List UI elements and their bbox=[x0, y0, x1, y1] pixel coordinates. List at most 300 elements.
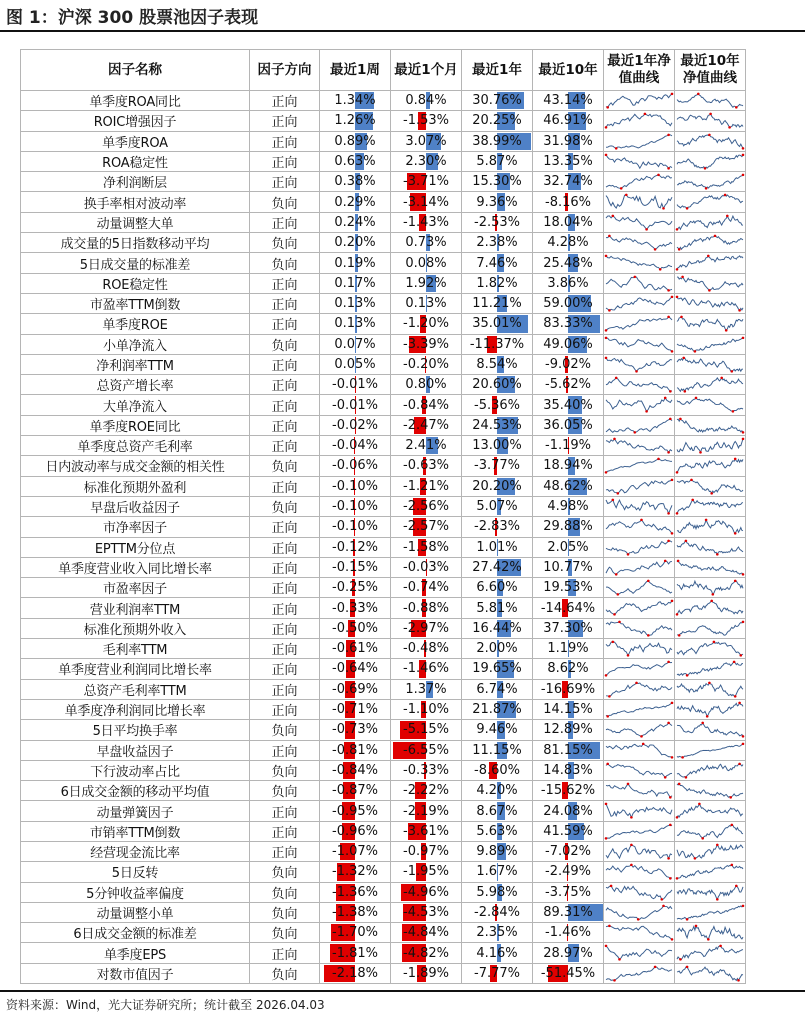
sparkline-chart bbox=[675, 152, 745, 171]
cell-last-year bbox=[462, 273, 533, 293]
sparkline-extreme-marker bbox=[712, 593, 715, 596]
cell-last-10-years bbox=[533, 902, 604, 922]
cell-last-month bbox=[391, 862, 462, 882]
cell-last-month bbox=[391, 821, 462, 841]
table-row bbox=[21, 882, 746, 902]
sparkline-chart bbox=[604, 903, 674, 922]
value-label: 0.38% bbox=[334, 174, 376, 190]
sparkline-chart bbox=[604, 538, 674, 557]
sparkline-chart bbox=[675, 172, 745, 191]
cell-last-year bbox=[462, 821, 533, 841]
sparkline-chart bbox=[604, 700, 674, 719]
value-label: 0.73% bbox=[405, 235, 447, 251]
sparkline-path bbox=[606, 175, 672, 189]
sparkline-extreme-marker bbox=[630, 864, 633, 867]
value-label: 49.06% bbox=[543, 336, 593, 352]
factor-name: 市盈率因子 bbox=[21, 578, 250, 598]
cell-last-month bbox=[391, 801, 462, 821]
cell-last-year bbox=[462, 456, 533, 476]
value-label: -0.64% bbox=[332, 661, 378, 677]
cell-last-month bbox=[391, 192, 462, 212]
value-label: 3.07% bbox=[405, 133, 447, 149]
table-row bbox=[21, 91, 746, 111]
sparkline-extreme-marker bbox=[676, 877, 679, 880]
value-label: 2.30% bbox=[405, 154, 447, 170]
cell-last-10-years bbox=[533, 639, 604, 659]
cell-last-week bbox=[320, 699, 391, 719]
sparkline-extreme-marker bbox=[605, 803, 608, 806]
sparkline-extreme-marker bbox=[605, 255, 608, 258]
sparkline-extreme-marker bbox=[719, 945, 722, 948]
nav-1y-sparkline bbox=[604, 111, 675, 131]
nav-1y-sparkline bbox=[604, 679, 675, 699]
cell-last-year bbox=[462, 91, 533, 111]
value-label: -0.81% bbox=[332, 742, 378, 758]
cell-last-month bbox=[391, 943, 462, 963]
value-label: 8.54% bbox=[476, 357, 518, 372]
table-row bbox=[21, 436, 746, 456]
factor-direction: 负向 bbox=[250, 923, 320, 943]
cell-last-year bbox=[462, 192, 533, 212]
nav-1y-sparkline bbox=[604, 557, 675, 577]
sparkline-extreme-marker bbox=[708, 681, 711, 684]
table-row bbox=[21, 760, 746, 780]
cell-last-year bbox=[462, 740, 533, 760]
value-label: -0.02% bbox=[332, 417, 378, 433]
sparkline-path bbox=[606, 885, 672, 899]
nav-10y-sparkline bbox=[675, 91, 746, 111]
sparkline-extreme-marker bbox=[728, 126, 731, 129]
cell-last-10-years bbox=[533, 172, 604, 192]
table-row bbox=[21, 233, 746, 253]
cell-last-week bbox=[320, 598, 391, 618]
cell-last-year bbox=[462, 659, 533, 679]
value-label: 12.89% bbox=[543, 722, 593, 738]
nav-10y-sparkline bbox=[675, 131, 746, 151]
factor-name: 总资产增长率 bbox=[21, 375, 250, 395]
value-label: 0.63% bbox=[334, 154, 376, 170]
table-row bbox=[21, 273, 746, 293]
value-label: -11.37% bbox=[469, 336, 525, 352]
value-label: 81.15% bbox=[543, 742, 593, 758]
nav-10y-sparkline bbox=[675, 821, 746, 841]
sparkline-extreme-marker bbox=[742, 431, 745, 434]
sparkline-chart bbox=[604, 477, 674, 496]
header-nav-1y: 最近1年净值曲线 bbox=[604, 50, 675, 91]
sparkline-path bbox=[606, 642, 672, 656]
value-label: 27.42% bbox=[472, 559, 522, 575]
sparkline-extreme-marker bbox=[671, 756, 674, 759]
factor-name: 5日反转 bbox=[21, 862, 250, 882]
sparkline-path bbox=[606, 500, 672, 514]
value-label: 0.13% bbox=[334, 316, 376, 332]
sparkline-chart bbox=[604, 619, 674, 638]
sparkline-path bbox=[677, 885, 743, 899]
cell-last-10-years bbox=[533, 314, 604, 334]
cell-last-10-years bbox=[533, 233, 604, 253]
sparkline-extreme-marker bbox=[742, 438, 745, 441]
sparkline-path bbox=[677, 703, 743, 717]
nav-10y-sparkline bbox=[675, 172, 746, 192]
factor-direction: 负向 bbox=[250, 720, 320, 740]
nav-1y-sparkline bbox=[604, 902, 675, 922]
sparkline-extreme-marker bbox=[662, 905, 665, 908]
cell-last-week bbox=[320, 334, 391, 354]
value-label: 59.00% bbox=[543, 296, 593, 312]
value-label: -0.63% bbox=[403, 458, 449, 474]
cell-last-week bbox=[320, 801, 391, 821]
table-row bbox=[21, 131, 746, 151]
cell-last-year bbox=[462, 172, 533, 192]
sparkline-chart bbox=[604, 152, 674, 171]
value-label: 0.13% bbox=[405, 296, 447, 312]
sparkline-path bbox=[606, 459, 672, 473]
sparkline-extreme-marker bbox=[667, 289, 670, 292]
factor-direction: 正向 bbox=[250, 841, 320, 861]
sparkline-chart bbox=[604, 822, 674, 841]
cell-last-year bbox=[462, 699, 533, 719]
factor-direction: 负向 bbox=[250, 334, 320, 354]
cell-last-year bbox=[462, 395, 533, 415]
sparkline-extreme-marker bbox=[695, 397, 698, 400]
value-label: -1.95% bbox=[403, 864, 449, 880]
value-label: 8.62% bbox=[547, 661, 589, 677]
cell-last-10-years bbox=[533, 375, 604, 395]
cell-last-month bbox=[391, 91, 462, 111]
nav-10y-sparkline bbox=[675, 375, 746, 395]
nav-10y-sparkline bbox=[675, 253, 746, 273]
cell-last-10-years bbox=[533, 618, 604, 638]
sparkline-path bbox=[606, 134, 672, 148]
cell-last-year bbox=[462, 314, 533, 334]
sparkline-chart bbox=[675, 477, 745, 496]
value-label: -2.19% bbox=[403, 803, 449, 819]
cell-last-year bbox=[462, 131, 533, 151]
sparkline-extreme-marker bbox=[694, 857, 697, 860]
sparkline-extreme-marker bbox=[640, 519, 643, 522]
cell-last-month bbox=[391, 679, 462, 699]
nav-10y-sparkline bbox=[675, 720, 746, 740]
sparkline-extreme-marker bbox=[669, 877, 672, 880]
source-note: 资料来源：Wind，光大证券研究所；统计截至 2026.04.03 bbox=[6, 998, 325, 1012]
cell-last-week bbox=[320, 760, 391, 780]
cell-last-week bbox=[320, 963, 391, 983]
sparkline-extreme-marker bbox=[679, 417, 682, 420]
cell-last-10-years bbox=[533, 334, 604, 354]
value-label: -1.70% bbox=[332, 925, 378, 941]
sparkline-extreme-marker bbox=[671, 478, 674, 481]
sparkline-path bbox=[677, 926, 743, 940]
factor-name: 毛利率TTM bbox=[21, 639, 250, 659]
sparkline-extreme-marker bbox=[742, 620, 745, 623]
cell-last-10-years bbox=[533, 882, 604, 902]
table-row bbox=[21, 781, 746, 801]
value-label: -3.14% bbox=[403, 194, 449, 210]
sparkline-extreme-marker bbox=[610, 884, 613, 887]
sparkline-extreme-marker bbox=[734, 458, 737, 461]
factor-direction: 正向 bbox=[250, 415, 320, 435]
value-label: 13.35% bbox=[543, 154, 593, 170]
cell-last-10-years bbox=[533, 395, 604, 415]
cell-last-week bbox=[320, 111, 391, 131]
sparkline-path bbox=[677, 581, 743, 595]
sparkline-extreme-marker bbox=[742, 154, 745, 157]
nav-10y-sparkline bbox=[675, 496, 746, 516]
cell-last-year bbox=[462, 375, 533, 395]
factor-direction: 负向 bbox=[250, 192, 320, 212]
sparkline-extreme-marker bbox=[667, 451, 670, 454]
sparkline-extreme-marker bbox=[635, 370, 638, 373]
value-label: 1.67% bbox=[476, 864, 518, 880]
table-row bbox=[21, 456, 746, 476]
nav-1y-sparkline bbox=[604, 821, 675, 841]
sparkline-extreme-marker bbox=[647, 634, 650, 637]
cell-last-year bbox=[462, 760, 533, 780]
table-row bbox=[21, 598, 746, 618]
sparkline-extreme-marker bbox=[613, 979, 616, 982]
sparkline-extreme-marker bbox=[738, 309, 741, 312]
nav-1y-sparkline bbox=[604, 476, 675, 496]
sparkline-extreme-marker bbox=[686, 674, 689, 677]
value-label: -1.07% bbox=[332, 844, 378, 860]
sparkline-extreme-marker bbox=[617, 593, 620, 596]
sparkline-extreme-marker bbox=[695, 925, 698, 928]
table-row bbox=[21, 517, 746, 537]
sparkline-path bbox=[606, 480, 672, 494]
sparkline-path bbox=[606, 906, 672, 920]
cell-last-10-years bbox=[533, 801, 604, 821]
sparkline-path bbox=[606, 236, 672, 250]
sparkline-extreme-marker bbox=[701, 722, 704, 725]
factor-name: 5分钟收益率偏度 bbox=[21, 882, 250, 902]
cell-last-month bbox=[391, 273, 462, 293]
factor-name: 标准化预期外盈利 bbox=[21, 476, 250, 496]
cell-last-year bbox=[462, 496, 533, 516]
cell-last-week bbox=[320, 233, 391, 253]
nav-1y-sparkline bbox=[604, 740, 675, 760]
value-label: -2.49% bbox=[545, 864, 591, 880]
sparkline-path bbox=[606, 703, 672, 717]
table-row bbox=[21, 354, 746, 374]
factor-direction: 正向 bbox=[250, 476, 320, 496]
factor-direction: 正向 bbox=[250, 598, 320, 618]
nav-1y-sparkline bbox=[604, 862, 675, 882]
cell-last-year bbox=[462, 841, 533, 861]
factor-name: 单季度净利润同比增长率 bbox=[21, 699, 250, 719]
value-label: 25.48% bbox=[543, 255, 593, 271]
cell-last-week bbox=[320, 456, 391, 476]
nav-10y-sparkline bbox=[675, 841, 746, 861]
sparkline-extreme-marker bbox=[662, 208, 665, 211]
factor-direction: 正向 bbox=[250, 618, 320, 638]
sparkline-chart bbox=[675, 862, 745, 881]
nav-10y-sparkline bbox=[675, 862, 746, 882]
sparkline-path bbox=[677, 155, 743, 169]
sparkline-extreme-marker bbox=[676, 614, 679, 617]
cell-last-week bbox=[320, 841, 391, 861]
sparkline-path bbox=[677, 94, 743, 108]
factor-direction: 负向 bbox=[250, 496, 320, 516]
sparkline-chart bbox=[604, 517, 674, 536]
sparkline-path bbox=[677, 622, 743, 636]
nav-10y-sparkline bbox=[675, 578, 746, 598]
sparkline-extreme-marker bbox=[606, 106, 609, 109]
cell-last-week bbox=[320, 354, 391, 374]
sparkline-chart bbox=[675, 578, 745, 597]
sparkline-extreme-marker bbox=[645, 411, 648, 414]
value-label: -0.74% bbox=[403, 580, 449, 596]
table-body bbox=[21, 91, 746, 984]
table-row bbox=[21, 537, 746, 557]
value-label: 21.87% bbox=[472, 702, 522, 718]
value-label: 0.13% bbox=[334, 296, 376, 312]
cell-last-month bbox=[391, 456, 462, 476]
cell-last-10-years bbox=[533, 415, 604, 435]
sparkline-path bbox=[606, 195, 672, 209]
cell-last-10-years bbox=[533, 537, 604, 557]
factor-direction: 正向 bbox=[250, 395, 320, 415]
value-label: -2.57% bbox=[403, 519, 449, 535]
sparkline-chart bbox=[675, 436, 745, 455]
nav-10y-sparkline bbox=[675, 395, 746, 415]
sparkline-chart bbox=[604, 436, 674, 455]
value-label: -1.43% bbox=[403, 214, 449, 230]
sparkline-path bbox=[606, 256, 672, 270]
sparkline-extreme-marker bbox=[605, 336, 608, 339]
sparkline-extreme-marker bbox=[605, 945, 608, 948]
cell-last-month bbox=[391, 618, 462, 638]
factor-direction: 正向 bbox=[250, 314, 320, 334]
factor-name: 市销率TTM倒数 bbox=[21, 821, 250, 841]
sparkline-extreme-marker bbox=[608, 309, 611, 312]
sparkline-extreme-marker bbox=[612, 214, 615, 217]
sparkline-chart bbox=[675, 700, 745, 719]
cell-last-week bbox=[320, 496, 391, 516]
sparkline-extreme-marker bbox=[645, 228, 648, 231]
cell-last-week bbox=[320, 212, 391, 232]
value-label: 4.98% bbox=[547, 499, 589, 515]
sparkline-extreme-marker bbox=[608, 235, 611, 238]
table-row bbox=[21, 943, 746, 963]
table-row bbox=[21, 679, 746, 699]
cell-last-year bbox=[462, 943, 533, 963]
cell-last-month bbox=[391, 699, 462, 719]
factor-name: 单季度营业利润同比增长率 bbox=[21, 659, 250, 679]
value-label: -5.15% bbox=[403, 722, 449, 738]
value-label: -0.50% bbox=[332, 620, 378, 636]
nav-10y-sparkline bbox=[675, 293, 746, 313]
sparkline-path bbox=[677, 683, 743, 697]
nav-1y-sparkline bbox=[604, 537, 675, 557]
cell-last-10-years bbox=[533, 456, 604, 476]
value-label: -1.38% bbox=[332, 905, 378, 921]
factor-name: ROE稳定性 bbox=[21, 273, 250, 293]
value-label: 6.60% bbox=[476, 580, 518, 596]
sparkline-path bbox=[606, 764, 672, 778]
factor-performance-table bbox=[20, 49, 746, 984]
factor-name: 市盈率TTM倒数 bbox=[21, 293, 250, 313]
sparkline-extreme-marker bbox=[734, 695, 737, 698]
cell-last-month bbox=[391, 111, 462, 131]
table-row bbox=[21, 639, 746, 659]
sparkline-chart bbox=[604, 578, 674, 597]
value-label: 5.63% bbox=[476, 823, 518, 839]
nav-1y-sparkline bbox=[604, 192, 675, 212]
cell-last-year bbox=[462, 354, 533, 374]
cell-last-month bbox=[391, 415, 462, 435]
cell-last-10-years bbox=[533, 963, 604, 983]
sparkline-path bbox=[606, 277, 672, 291]
factor-name: 换手率相对波动率 bbox=[21, 192, 250, 212]
title-rule bbox=[0, 30, 805, 32]
value-label: -0.25% bbox=[332, 580, 378, 596]
sparkline-extreme-marker bbox=[742, 742, 745, 745]
sparkline-extreme-marker bbox=[737, 979, 740, 982]
sparkline-extreme-marker bbox=[676, 512, 679, 515]
sparkline-path bbox=[677, 256, 743, 270]
sparkline-path bbox=[606, 601, 672, 615]
cell-last-10-years bbox=[533, 943, 604, 963]
value-label: -0.01% bbox=[332, 377, 378, 393]
sparkline-extreme-marker bbox=[647, 580, 650, 583]
sparkline-extreme-marker bbox=[657, 458, 660, 461]
factor-direction: 负向 bbox=[250, 253, 320, 273]
factor-direction: 负向 bbox=[250, 862, 320, 882]
sparkline-extreme-marker bbox=[644, 113, 647, 116]
value-label: -1.46% bbox=[545, 925, 591, 941]
nav-10y-sparkline bbox=[675, 923, 746, 943]
sparkline-chart bbox=[604, 943, 674, 962]
sparkline-path bbox=[606, 946, 672, 960]
sparkline-chart bbox=[675, 558, 745, 577]
sparkline-chart bbox=[604, 213, 674, 232]
sparkline-path bbox=[677, 317, 743, 331]
value-label: 41.59% bbox=[543, 823, 593, 839]
sparkline-extreme-marker bbox=[708, 133, 711, 136]
factor-direction: 正向 bbox=[250, 699, 320, 719]
sparkline-extreme-marker bbox=[734, 532, 737, 535]
cell-last-10-years bbox=[533, 496, 604, 516]
value-label: -1.89% bbox=[403, 965, 449, 981]
sparkline-extreme-marker bbox=[742, 336, 745, 339]
value-label: 37.30% bbox=[543, 620, 593, 636]
sparkline-extreme-marker bbox=[667, 133, 670, 136]
sparkline-extreme-marker bbox=[669, 823, 672, 826]
sparkline-extreme-marker bbox=[676, 817, 679, 820]
sparkline-extreme-marker bbox=[698, 803, 701, 806]
sparkline-extreme-marker bbox=[681, 756, 684, 759]
sparkline-path bbox=[677, 216, 743, 230]
value-label: -0.33% bbox=[332, 600, 378, 616]
factor-name: 单季度总资产毛利率 bbox=[21, 436, 250, 456]
value-label: -0.10% bbox=[332, 499, 378, 515]
factor-name: 标准化预期外收入 bbox=[21, 618, 250, 638]
value-label: 83.33% bbox=[543, 316, 593, 332]
sparkline-path bbox=[677, 114, 743, 128]
value-label: 5.98% bbox=[476, 884, 518, 900]
cell-last-month bbox=[391, 496, 462, 516]
value-label: 36.05% bbox=[543, 417, 593, 433]
sparkline-chart bbox=[675, 294, 745, 313]
value-label: -0.33% bbox=[403, 762, 449, 778]
sparkline-extreme-marker bbox=[615, 377, 618, 380]
nav-1y-sparkline bbox=[604, 659, 675, 679]
value-label: -3.77% bbox=[474, 458, 520, 474]
sparkline-chart bbox=[604, 456, 674, 475]
sparkline-chart bbox=[604, 761, 674, 780]
factor-direction: 负向 bbox=[250, 456, 320, 476]
cell-last-year bbox=[462, 618, 533, 638]
